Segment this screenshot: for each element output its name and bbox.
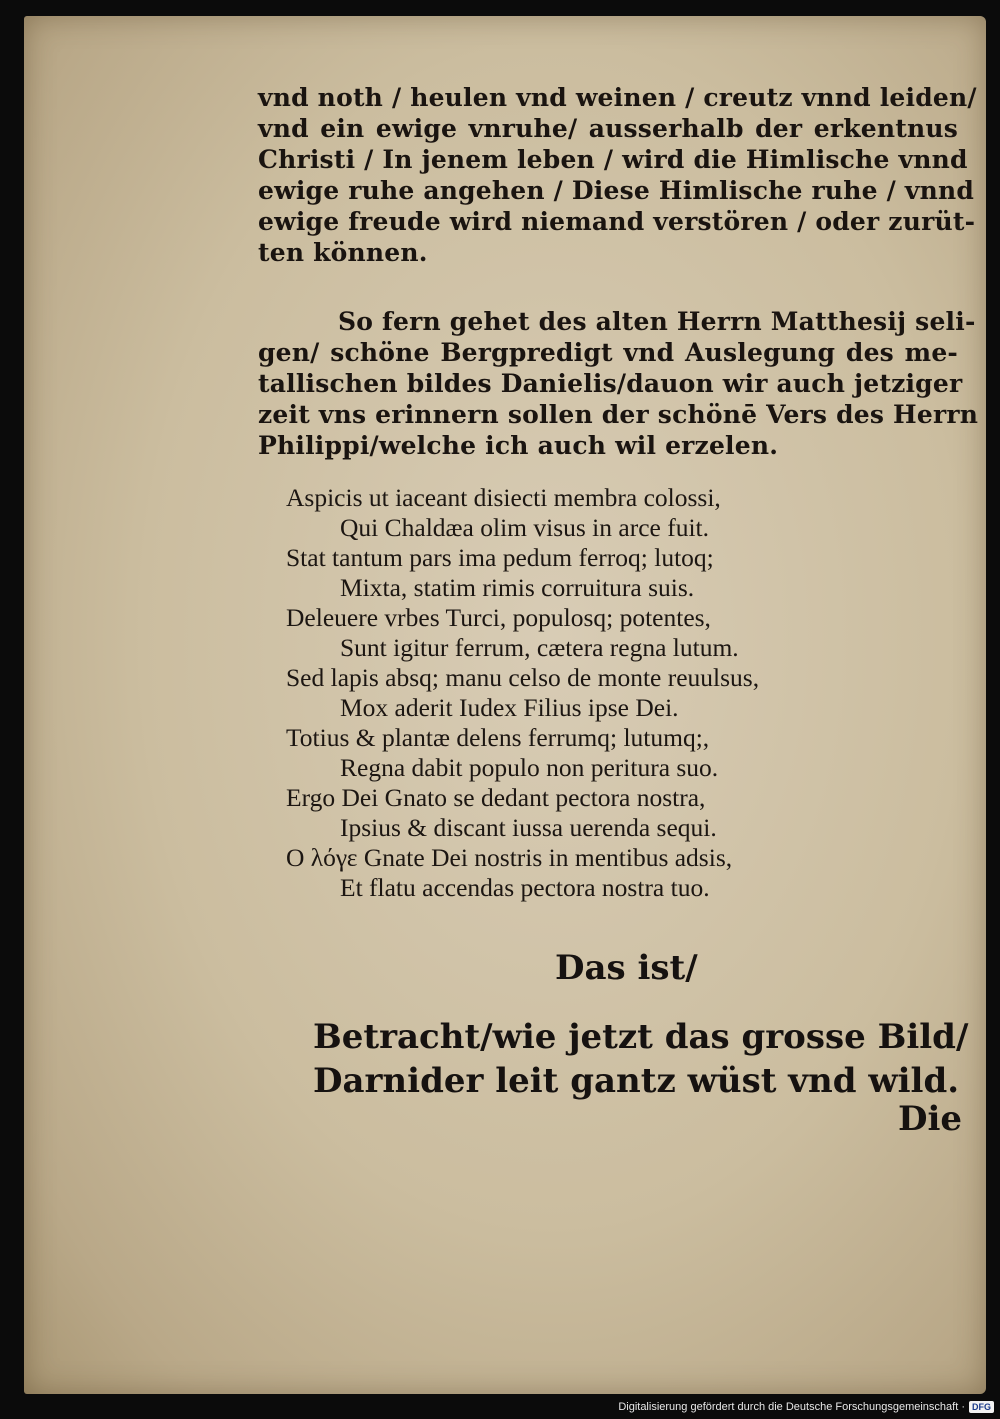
verse-line: Stat tantum pars ima pedum ferroq; lutoq; [286,543,714,572]
latin-poem [286,483,906,903]
dfg-logo-icon: DFG [969,1401,994,1413]
credit-text: Digitalisierung gefördert durch die Deutsche Forschungsgemeinschaft · [618,1401,965,1413]
verse-line: O λόγε Gnate Dei nostris in mentibus adsis, [286,843,733,872]
text-line: ten können. [258,238,428,267]
verse-line: Ipsius & discant iussa uerenda sequi. [340,813,717,842]
paragraph-2 [258,306,979,461]
paragraph-1 [258,82,977,268]
verse-line: Sed lapis absq; manu celso de monte reuulsus, [286,663,760,692]
text-line: So fern gehet des alten Herrn Matthesij seli- [338,307,976,336]
text-line: Philippi/welche ich auch wil erzelen. [258,431,779,460]
verse-line: Totius & plantæ delens ferrumq; lutumq;, [286,723,710,752]
text-line: vnd ein ewige vnruhe/ ausserhalb der erkentnus [258,114,958,143]
section-heading: Das ist/ [555,948,698,988]
verse-line: Ergo Dei Gnato se dedant pectora nostra, [286,783,706,812]
catchword: Die [898,1099,963,1139]
text-line: Christi / In jenem leben / wird die Himlische vnnd [258,145,968,174]
verse-line: Regna dabit populo non peritura suo. [340,753,719,782]
text-line: ewige ruhe angehen / Diese Himlische ruhe / vnnd [258,176,975,205]
closing-couplet [313,1015,968,1103]
verse-line: Et flatu accendas pectora nostra tuo. [340,873,710,902]
verse-line: Sunt igitur ferrum, cætera regna lutum. [340,633,739,662]
verse-line: Qui Chaldæa olim visus in arce fuit. [340,513,709,542]
text-line: ewige freude wird niemand verstören / oder zurüt- [258,207,976,236]
text-line: tallischen bildes Danielis/dauon wir auch jetziger [258,369,963,398]
verse-line: Deleuere vrbes Turci, populosq; potentes, [286,603,711,632]
verse-line: Mixta, statim rimis corruitura suis. [340,573,695,602]
digitization-credit [618,1399,994,1415]
text-line: vnd noth / heulen vnd weinen / creutz vnnd leiden/ [258,83,977,112]
closing-line: Betracht/wie jetzt das grosse Bild/ [313,1017,969,1057]
closing-line: Darnider leit gantz wüst vnd wild. [313,1061,960,1101]
verse-line: Mox aderit Iudex Filius ipse Dei. [340,693,679,722]
text-line: zeit vns erinnern sollen der schönē Vers des Herrn [258,400,979,429]
text-line: gen/ schöne Bergpredigt vnd Auslegung des me- [258,338,958,367]
verse-line: Aspicis ut iaceant disiecti membra colossi, [286,483,721,512]
